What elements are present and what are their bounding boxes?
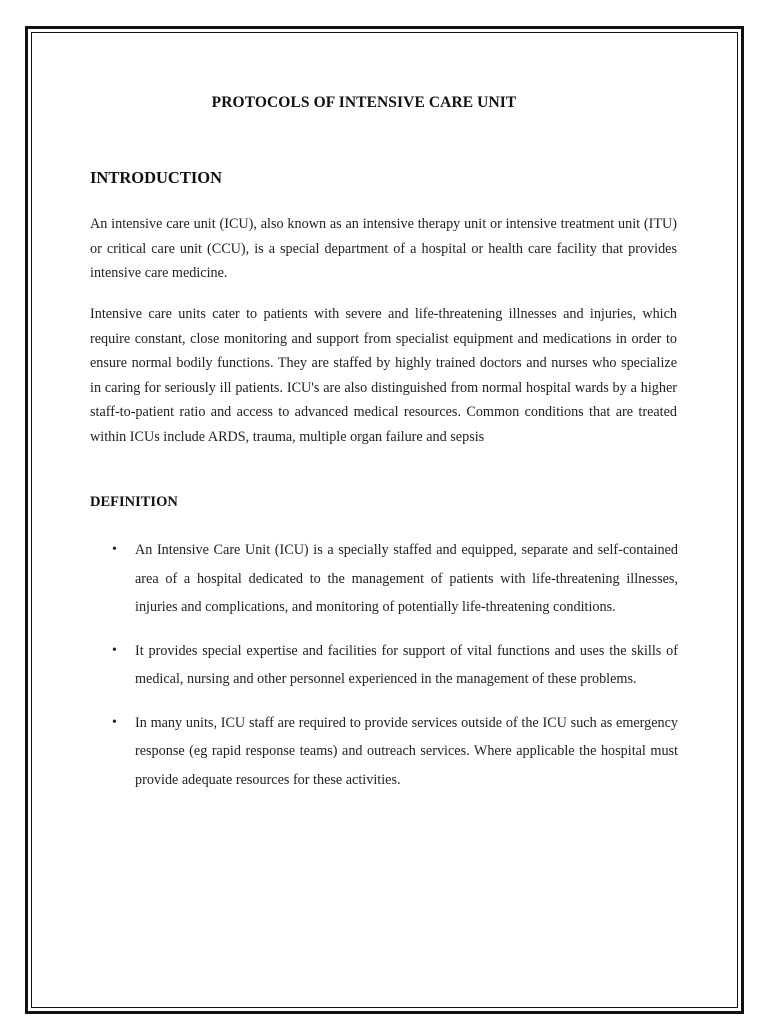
bullet-icon: • — [112, 714, 117, 730]
definition-list — [90, 536, 678, 794]
introduction-paragraph-1: An intensive care unit (ICU), also known as an intensive therapy unit or intensive treatment unit (ITU) or critical care unit (CCU), is a special department of a hospital or health care facility that provides intensive care medicine. — [90, 216, 677, 281]
introduction-paragraph-2: Intensive care units cater to patients with severe and life-threatening illnesses and injuries, which require constant, close monitoring and support from specialist equipment and medications in order to ensure normal bodily functions. They are staffed by highly trained doctors and nurses who specialize in caring for seriously ill patients. ICU's are also distinguished from normal hospital wards by a higher staff-to-patient ratio and access to advanced medical resources. Common conditions that are treated within ICUs include ARDS, trauma, multiple organ failure and sepsis — [90, 306, 677, 445]
bullet-icon: • — [112, 642, 117, 658]
list-item-text: It provides special expertise and facilities for support of vital functions and uses the skills of medical, nursing and other personnel experienced in the management of these problems. — [135, 642, 678, 687]
introduction-heading: INTRODUCTION — [90, 168, 223, 187]
bullet-icon: • — [112, 542, 117, 557]
document-title: PROTOCOLS OF INTENSIVE CARE UNIT — [211, 94, 517, 111]
list-item-text: In many units, ICU staff are required to provide services outside of the ICU such as emergency response (eg rapid response teams) and outreach services. Where applicable the hospital must provide adequate resources for these activities. — [135, 714, 678, 788]
list-item-text: An Intensive Care Unit (ICU) is a specially staffed and equipped, separate and self-contained area of a hospital dedicated to the management of patients with life-threatening illnesses, injuries and complications, and monitoring of potentially life-threatening conditions. — [135, 542, 678, 615]
list-item — [90, 536, 678, 622]
list-item — [90, 709, 678, 795]
definition-heading: DEFINITION — [90, 494, 178, 510]
list-item — [90, 637, 678, 694]
